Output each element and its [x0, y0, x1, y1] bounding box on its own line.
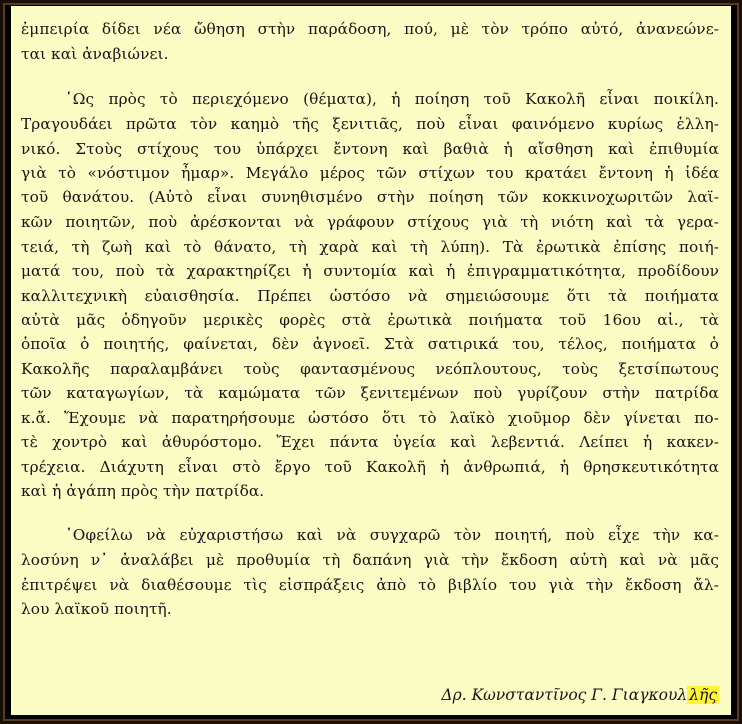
text-line: κῶν ποιητῶν, ποὺ ἀρέσκονται νὰ γράφουν στίχους γιὰ τὴ νιότη καὶ τὰ γερα-	[21, 213, 719, 231]
text-line: ἐμπειρία δίδει νέα ὤθηση στὴν παράδοση, πού, μὲ τὸν τρόπο αὐτό, ἀνανεώνε-	[21, 20, 719, 38]
document-page	[8, 6, 734, 718]
text-line: τοῦ θανάτου. (Αὐτὸ εἶναι συνηθισμένο στὴν ποίηση τῶν κοκκινοχωριτῶν λαϊ-	[21, 188, 719, 206]
signature-name: Δρ. Κωνσταντῖνος Γ. Γιαγκουλ	[441, 686, 688, 704]
text-line: τὲ χοντρὸ καὶ ἀθυρόστομο. Ἔχει πάντα ὑγεία καὶ λεβεντιά. Λείπει ἡ κακεν-	[21, 433, 719, 451]
text-line: γιὰ τὸ «νόστιμον ἦμαρ». Μεγάλο μέρος τῶν στίχων του κρατάει ἔντονη ἡ ἰδέα	[21, 164, 719, 182]
text-line: τῶν καταγωγίων, τὰ καμώματα τῶν ξενιτεμένων ποὺ γυρίζουν στὴν πατρίδα	[21, 384, 719, 402]
text-line: αὐτὰ μᾶς ὁδηγοῦν μερικὲς φορὲς στὰ ἐρωτικὰ ποιήματα τοῦ 16ου αἰ., τὰ	[21, 311, 719, 329]
text-line: ὁποῖα ὁ ποιητής, φαίνεται, δὲν ἀγνοεῖ. Στὰ σατιρικά του, τέλος, ποιήματα ὁ	[21, 335, 719, 353]
text-line: ματά του, ποὺ τὰ χαρακτηρίζει ἡ συντομία καὶ ἡ ἐπιγραμματικότητα, προδίδουν	[21, 262, 719, 280]
text-line: καὶ ἡ ἀγάπη πρὸς τὴν πατρίδα.	[21, 482, 265, 500]
text-line: λου λαϊκοῦ ποιητῆ.	[21, 600, 172, 618]
text-line: νικό. Στοὺς στίχους του ὑπάρχει ἔντονη καὶ βαθιὰ ἡ αἴσθηση καὶ ἐπιθυμία	[21, 140, 719, 158]
author-signature	[441, 682, 719, 708]
text-line: λοσύνη ν᾿ ἀναλάβει μὲ προθυμία τὴ δαπάνη γιὰ τὴν ἔκδοση αὐτὴ καὶ νὰ μᾶς	[21, 551, 719, 569]
text-line: κ.ἄ. Ἔχουμε νὰ παρατηρήσουμε ὡστόσο ὅτι τὸ λαϊκὸ χιοῦμορ δὲν γίνεται πο-	[21, 409, 719, 427]
text-line: Τραγουδάει πρῶτα τὸν καημὸ τῆς ξενιτιᾶς, ποὺ εἶναι φαινόμενο κυρίως ἑλλη-	[21, 115, 719, 133]
text-line: ῾Ως πρὸς τὸ περιεχόμενο (θέματα), ἡ ποίηση τοῦ Κακολῆ εἶναι ποικίλη.	[65, 90, 719, 108]
text-line: καλλιτεχνικὴ εὐαισθησία. Πρέπει ὡστόσο νὰ σημειώσουμε ὅτι τὰ ποιήματα	[21, 287, 719, 305]
signature-highlight: λῆς	[689, 686, 717, 704]
text-line: ἐπιτρέψει νὰ διαθέσουμε τὶς εἰσπράξεις ἀπὸ τὸ βιβλίο του γιὰ τὴν ἔκδοση ἄλ-	[21, 576, 719, 594]
text-line: ται καὶ ἀναβιώνει.	[21, 45, 169, 63]
text-line: τειά, τὴ ζωὴ καὶ τὸ θάνατο, τὴ χαρὰ καὶ τὴ λύπη). Τὰ ἐρωτικὰ ἐπίσης ποιή-	[21, 238, 719, 256]
text-line: τρέχεια. Διάχυτη εἶναι στὸ ἔργο τοῦ Κακολῆ ἡ ἀνθρωπιά, ἡ θρησκευτικότητα	[21, 458, 719, 476]
text-line: Κακολῆς παραλαμβάνει τοὺς φαντασμένους νεόπλουτους, τοὺς ξετσίπωτους	[21, 360, 719, 378]
text-line: ᾿Οφείλω νὰ εὐχαριστήσω καὶ νὰ συγχαρῶ τὸν ποιητή, ποὺ εἶχε τὴν κα-	[65, 526, 719, 544]
